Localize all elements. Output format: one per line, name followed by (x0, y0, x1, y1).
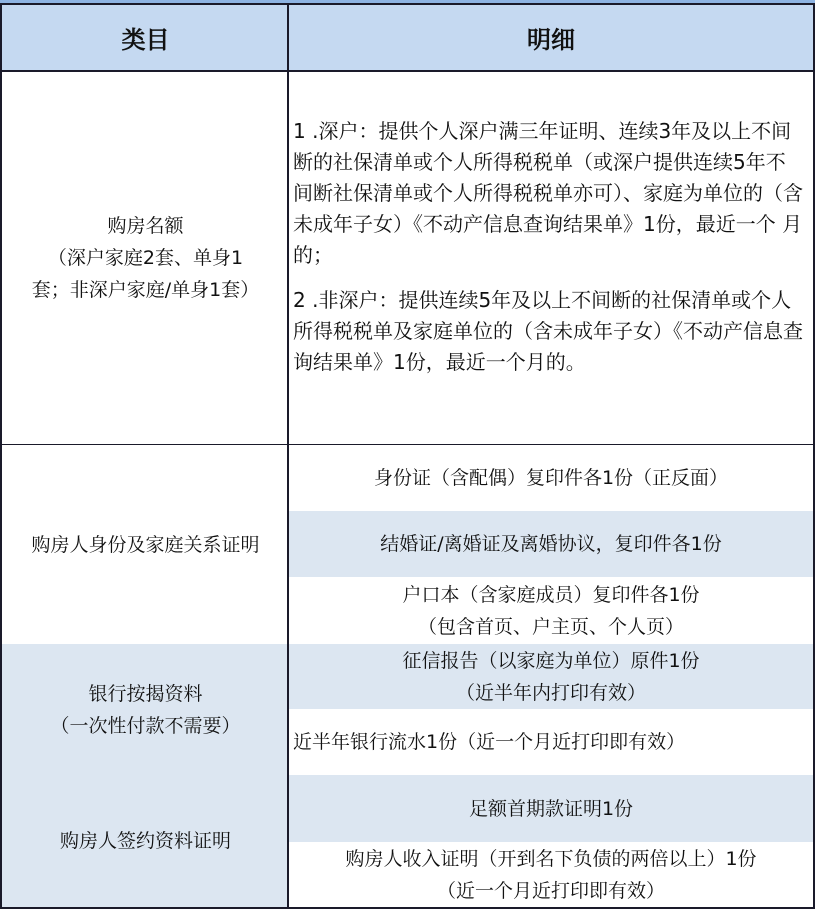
detail-note: （近一个月近打印即有效） (436, 879, 665, 902)
detail-credit-report (287, 644, 815, 711)
detail-text: 足额首期款证明1份 (468, 797, 634, 820)
row-identity-category (0, 445, 289, 646)
detail-text: 征信报告（以家庭为单位）原件1份 (402, 649, 700, 672)
detail-text: 身份证（含配偶）复印件各1份（正反面） (373, 467, 729, 489)
category-title: 购房人签约资料证明 (59, 830, 231, 852)
detail-bank-statement (287, 709, 815, 777)
detail-note: （近半年内打印有效） (455, 681, 646, 704)
detail-income-proof (287, 842, 815, 909)
detail-text: 户口本（含家庭成员）复印件各1份 (402, 583, 700, 606)
detail-text: 购房人收入证明（开到名下负债的两倍以上）1份 (345, 847, 757, 870)
category-title: 银行按揭资料 (88, 682, 203, 705)
detail-marriage-cert (287, 511, 815, 579)
category-title: 购房名额 (107, 215, 184, 237)
header-category (0, 5, 289, 72)
detail-text: 近半年银行流水1份（近一个月近打印即有效） (293, 731, 686, 753)
detail-household-register (287, 577, 815, 646)
header-detail (287, 5, 815, 72)
detail-down-payment (287, 775, 815, 844)
row-quota-detail (287, 72, 815, 446)
header-category-label: 类目 (121, 26, 170, 54)
row-signing-category (0, 775, 289, 909)
category-note-line2: 套；非深户家庭/单身1套） (31, 279, 260, 301)
row-mortgage-category (0, 644, 289, 777)
category-note: （一次性付款不需要） (50, 714, 241, 737)
detail-id-card (287, 445, 815, 513)
row-quota-category (0, 72, 289, 446)
detail-non-shenzhen-hukou: 2 .非深户：提供连续5年及以上不间断的社保清单或个人所得税税单及家庭单位的（含未成年子女）《不动产信息查询结果单》1份，最近一个月的。 (293, 288, 803, 374)
header-detail-label: 明细 (527, 26, 575, 54)
category-title: 购房人身份及家庭关系证明 (31, 533, 260, 556)
category-note-line1: （深户家庭2套、单身1 (47, 247, 244, 269)
detail-text: 结婚证/离婚证及离婚协议，复印件各1份 (380, 533, 722, 555)
detail-note: （包含首页、户主页、个人页） (417, 615, 684, 638)
detail-shenzhen-hukou: 1 .深户：提供个人深户满三年证明、连续3年及以上不间断的社保清单或个人所得税税单（或深户提供连续5年不间断社保清单或个人所得税税单亦可）、家庭为单位的（含 未成年子女）《不动产信息查询结果单》1份，最近一个 月的； (293, 119, 803, 267)
